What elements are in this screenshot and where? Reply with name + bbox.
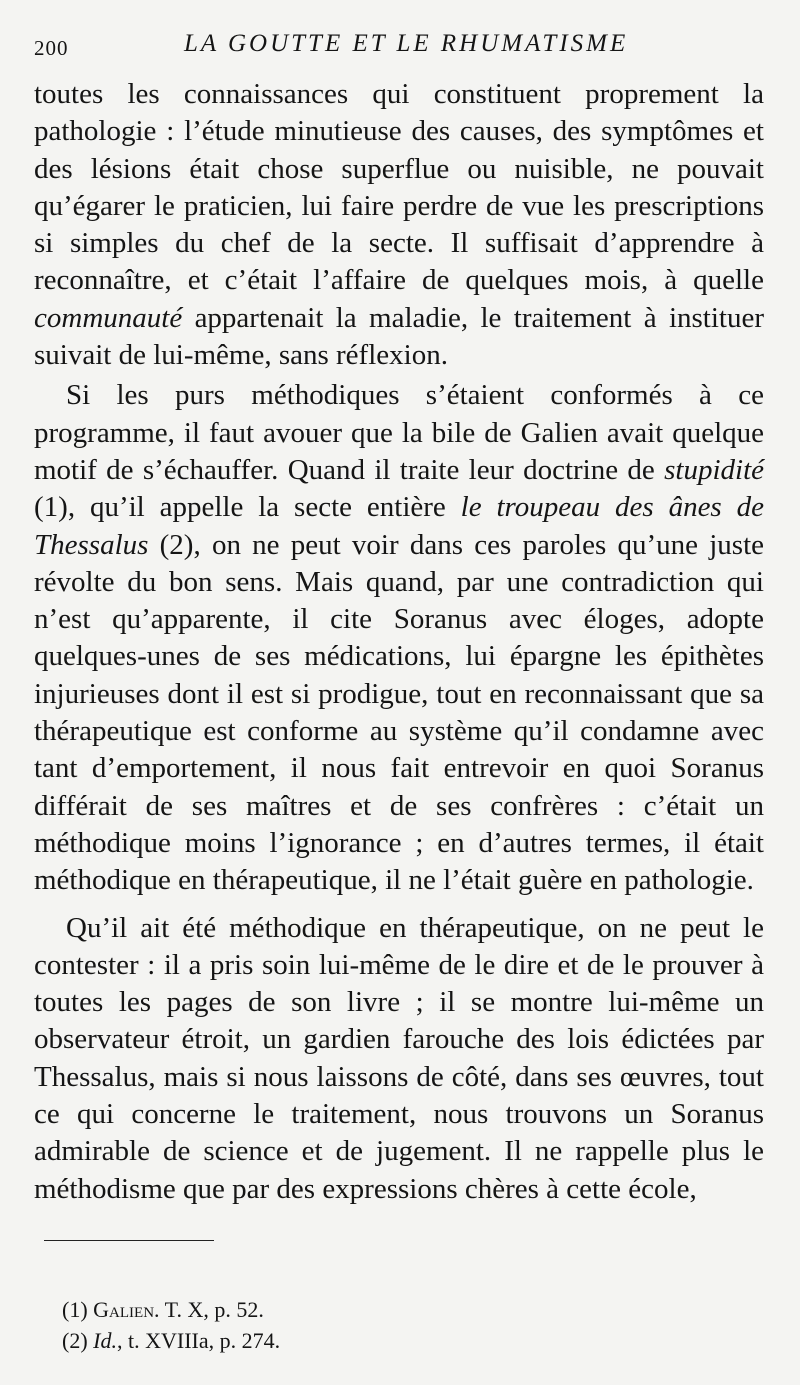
footnote-1-ref: . T. X, p. 52. [154, 1297, 264, 1322]
running-header [34, 30, 774, 70]
footnote-2-ref: , t. XVIIIa, p. 274. [116, 1328, 281, 1353]
paragraph-2-text-a: Si les purs méthodiques s’étaient conformés à ce programme, il faut avouer que la bile de Galien avait quelque motif de s’échauffer. Quand il traite leur doctrine de [34, 379, 764, 486]
paragraph-3-text: Qu’il ait été méthodique en thérapeutique, on ne peut le contester : il a pris soin lui-même de le dire et de le prouver à toutes les pages de son livre ; il se montre lui-même un observateur étroit, un gardien farouche des lois édictées par Thessalus, mais si nous laissons de côté, dans ses œuvres, tout ce qui concerne le traitement, nous trouvons un Soranus admirable de science et de jugement. Il ne rappelle plus le méthodisme que par des expressions chères à cette école, [34, 911, 764, 1205]
paragraph-2-text-c: (2), on ne peut voir dans ces paroles qu’une juste révolte du bon sens. Mais quand, par une contradiction qui n’est qu’apparente, il cite Soranus avec éloges, adopte quelques-unes de ses médications, lui épargne les épithètes injurieuses dont il est si prodigue, tout en reconnaissant que sa thérapeutique est conforme au système qu’il condamne avec tant d’emportement, il nous fait entrevoir en quoi Soranus différait de ses maîtres et de ses confrères : c’était un méthodique moins l’ignorance ; en d’autres termes, il était méthodique en thérapeutique, il ne l’était guère en pathologie. [34, 528, 764, 897]
paragraph-1-italic: communauté [34, 301, 183, 334]
footnote-rule [44, 1240, 214, 1241]
footnote-2 [62, 1325, 280, 1356]
paragraph-1-text-b: appartenait la maladie, le traitement à instituer suivait de lui-même, sans réflexion. [34, 301, 764, 372]
footnotes [62, 1294, 280, 1356]
paragraph-2-italic-1: stupidité [664, 453, 764, 486]
body-text [34, 76, 764, 1208]
paragraph-2 [34, 377, 764, 899]
footnote-1-marker: (1) [62, 1297, 94, 1322]
footnote-1 [62, 1294, 280, 1325]
paragraph-1 [34, 76, 764, 374]
footnote-2-ibid: Id. [93, 1328, 117, 1353]
paragraph-3 [34, 910, 764, 1208]
footnote-2-marker: (2) [62, 1328, 94, 1353]
paragraph-2-text-b: (1), qu’il appelle la secte entière [34, 491, 461, 524]
page-number: 200 [34, 36, 69, 60]
footnote-1-author: Galien [93, 1297, 155, 1322]
paragraph-1-text-a: toutes les connaissances qui constituent proprement la pathologie : l’étude minutieuse des causes, des symptômes et des lésions était chose superflue ou nuisible, ne pouvait qu’égarer le praticien, lui faire perdre de vue les prescriptions si simples du chef de la secte. Il suffisait d’apprendre à reconnaître, et c’était l’affaire de quelques mois, à quelle [34, 78, 764, 297]
running-title: LA GOUTTE ET LE RHUMATISME [184, 30, 629, 57]
paragraph-2-italic-2: le troupeau des ânes de Thessalus [34, 491, 764, 561]
